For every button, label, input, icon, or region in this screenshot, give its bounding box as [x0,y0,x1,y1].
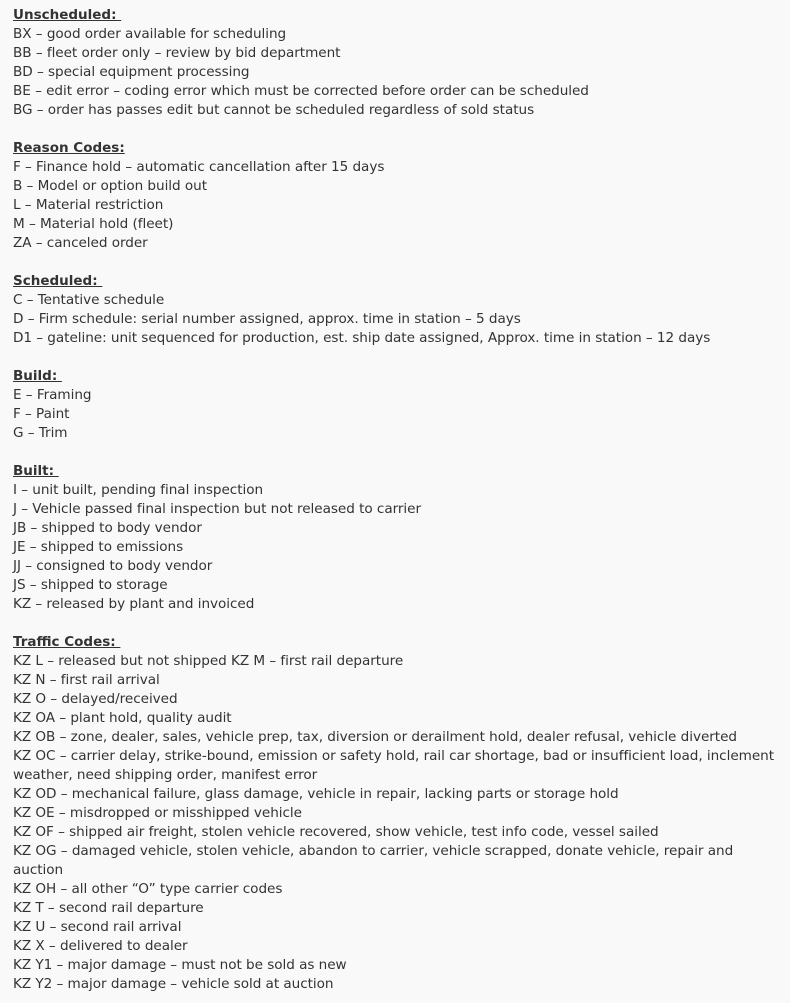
code-line: M – Material hold (fleet) [13,216,174,232]
code-line: JE – shipped to emissions [13,539,184,555]
code-line: BD – special equipment processing [13,64,250,80]
code-line: KZ L – released but not shipped KZ M – first rail departure [13,653,404,669]
code-line: D1 – gateline: unit sequenced for production, est. ship date assigned, Approx. time in station – 12 days [13,330,711,346]
code-line: KZ T – second rail departure [13,900,204,916]
code-line: KZ OD – mechanical failure, glass damage, vehicle in repair, lacking parts or storage hold [13,786,619,802]
section-heading: Traffic Codes: [13,634,121,650]
code-line: KZ OC – carrier delay, strike-bound, emission or safety hold, rail car shortage, bad or insufficient load, inclement weather, need shipping order, manifest error [13,748,774,783]
section-unscheduled [13,6,777,120]
code-line: C – Tentative schedule [13,292,165,308]
code-line: JJ – consigned to body vendor [13,558,213,574]
code-line: B – Model or option build out [13,178,207,194]
code-line: KZ OA – plant hold, quality audit [13,710,232,726]
code-line: KZ OF – shipped air freight, stolen vehicle recovered, show vehicle, test info code, vessel sailed [13,824,659,840]
code-line: JB – shipped to body vendor [13,520,202,536]
section-heading: Reason Codes: [13,140,125,156]
code-line: KZ OG – damaged vehicle, stolen vehicle, abandon to carrier, vehicle scrapped, donate vehicle, repair and auction [13,843,734,878]
code-line: KZ – released by plant and invoiced [13,596,255,612]
code-line: D – Firm schedule: serial number assigned, approx. time in station – 5 days [13,311,521,327]
section-heading: Built: [13,463,59,479]
section-build [13,367,777,443]
code-line: JS – shipped to storage [13,577,168,593]
code-line: BG – order has passes edit but cannot be scheduled regardless of sold status [13,102,535,118]
code-line: KZ N – first rail arrival [13,672,160,688]
section-heading: Build: [13,368,62,384]
code-line: BX – good order available for scheduling [13,26,287,42]
code-line: J – Vehicle passed final inspection but not released to carrier [13,501,422,517]
code-line: I – unit built, pending final inspection [13,482,264,498]
code-line: KZ OB – zone, dealer, sales, vehicle prep, tax, diversion or derailment hold, dealer refusal, vehicle diverted [13,729,737,745]
code-line: KZ Y2 – major damage – vehicle sold at auction [13,976,334,992]
code-line: L – Material restriction [13,197,164,213]
code-line: KZ U – second rail arrival [13,919,182,935]
code-line: BB – fleet order only – review by bid department [13,45,341,61]
code-line: KZ OH – all other “O” type carrier codes [13,881,283,897]
code-line: G – Trim [13,425,68,441]
section-scheduled [13,272,777,348]
section-heading: Scheduled: [13,273,103,289]
code-line: BE – edit error – coding error which must be corrected before order can be scheduled [13,83,589,99]
code-line: KZ O – delayed/received [13,691,178,707]
section-traffic-codes [13,633,777,994]
section-heading: Unscheduled: [13,7,122,23]
code-line: KZ X – delivered to dealer [13,938,188,954]
section-reason-codes [13,139,777,253]
code-line: E – Framing [13,387,92,403]
code-line: ZA – canceled order [13,235,148,251]
code-line: KZ OE – misdropped or misshipped vehicle [13,805,302,821]
code-line: F – Paint [13,406,70,422]
section-built [13,462,777,614]
code-line: F – Finance hold – automatic cancellation after 15 days [13,159,385,175]
code-line: KZ Y1 – major damage – must not be sold as new [13,957,347,973]
